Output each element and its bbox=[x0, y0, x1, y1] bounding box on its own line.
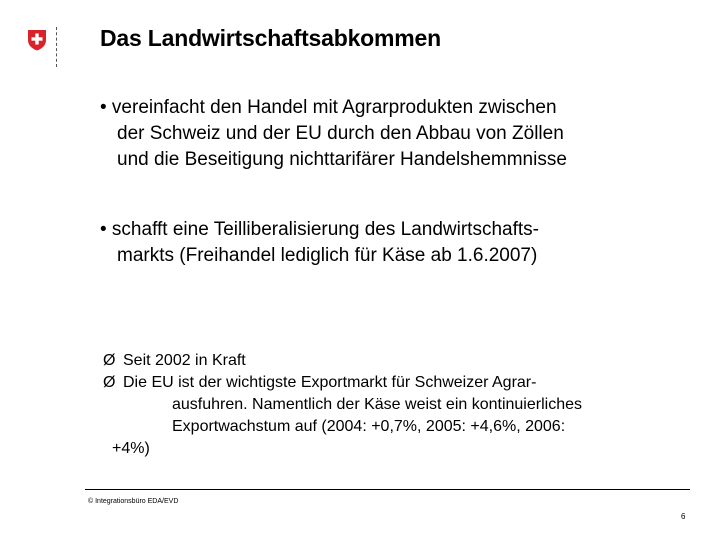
bullet-item bbox=[100, 95, 700, 173]
bullet-item bbox=[100, 217, 700, 269]
bullet-line: der Schweiz und der EU durch den Abbau von Zöllen bbox=[117, 123, 564, 144]
arrow-bullet-icon: Ø bbox=[103, 352, 116, 369]
arrow-item-text: Seit 2002 in Kraft bbox=[123, 352, 246, 369]
arrow-bullet-icon: Ø bbox=[103, 374, 116, 391]
arrow-item-text: Die EU ist der wichtigste Exportmarkt für Schweizer Agrar- bbox=[123, 374, 537, 391]
swiss-cross-icon bbox=[27, 29, 47, 51]
arrow-item bbox=[103, 372, 703, 394]
footer-copyright: © Integrationsbüro EDA/EVD bbox=[88, 498, 179, 505]
logo-divider bbox=[56, 27, 57, 67]
bullet-line: und die Beseitigung nichttarifärer Handelshemmnisse bbox=[117, 149, 567, 170]
arrow-item-text: +4%) bbox=[112, 440, 150, 457]
arrow-item-text: Exportwachstum auf (2004: +0,7%, 2005: +4,6%, 2006: bbox=[172, 418, 566, 435]
arrow-item-text: ausfuhren. Namentlich der Käse weist ein kontinuierliches bbox=[172, 396, 582, 413]
page-number: 6 bbox=[681, 512, 686, 521]
bullet-line: markts (Freihandel lediglich für Käse ab 1.6.2007) bbox=[117, 245, 538, 266]
bullet-line: • vereinfacht den Handel mit Agrarprodukten zwischen bbox=[100, 97, 557, 118]
page-title: Das Landwirtschaftsabkommen bbox=[100, 25, 441, 51]
arrow-list bbox=[103, 350, 703, 460]
arrow-item bbox=[103, 350, 703, 372]
bullet-line: • schafft eine Teilliberalisierung des Landwirtschafts- bbox=[100, 219, 539, 240]
footer-divider bbox=[85, 489, 690, 490]
